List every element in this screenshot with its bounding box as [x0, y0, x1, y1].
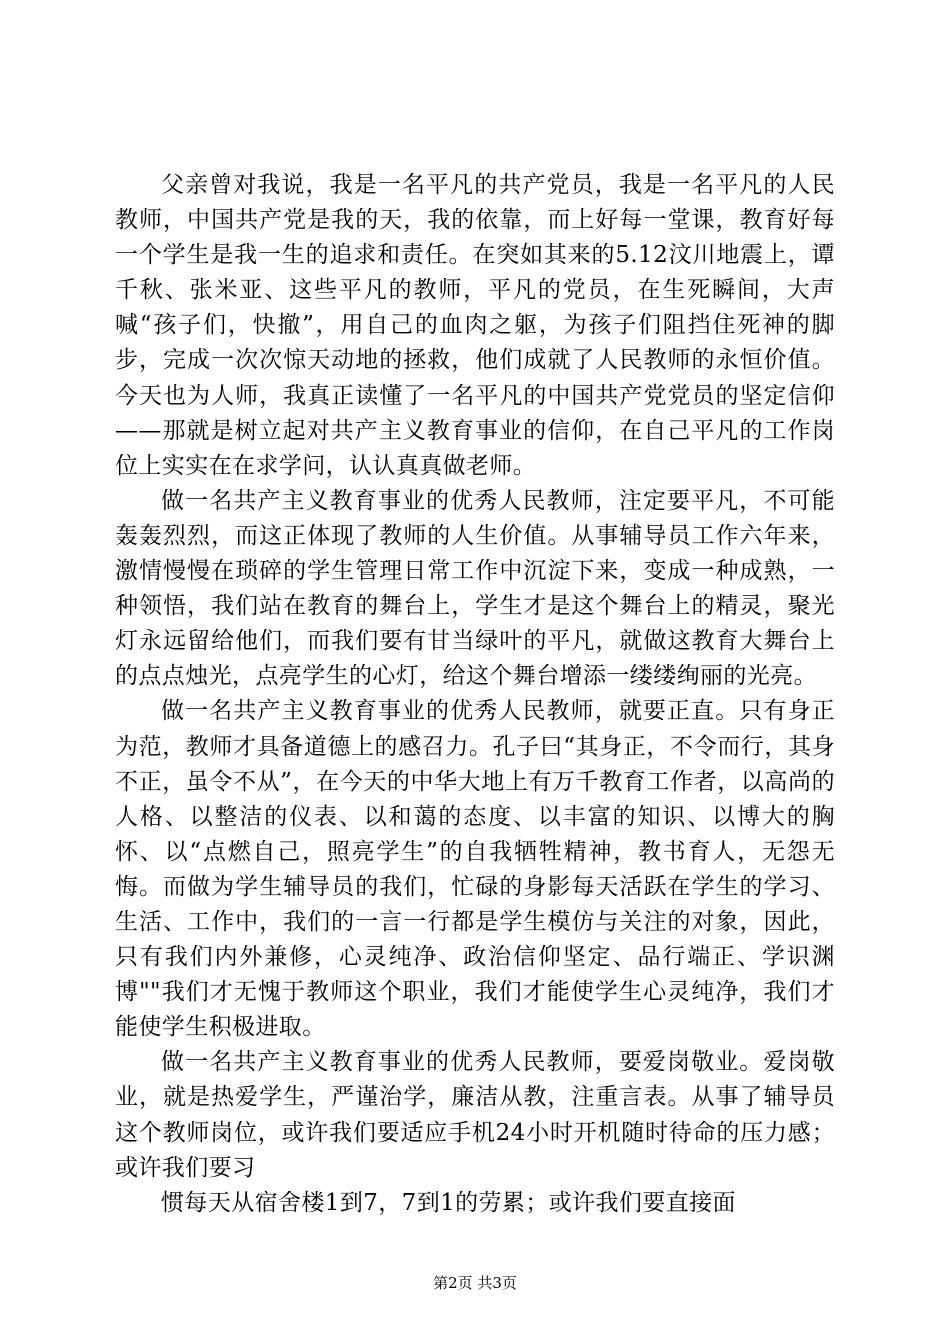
paragraph-4: 做一名共产主义教育事业的优秀人民教师，要爱岗敬业。爱岗敬业，就是热爱学生，严谨治学，廉洁从教，注重言表。从事了辅导员这个教师岗位，或许我们要适应手机24小时开机随时待命的压力感；或许我们要习 — [115, 1049, 835, 1181]
body-text — [115, 168, 835, 1221]
paragraph-2: 做一名共产主义教育事业的优秀人民教师，注定要平凡，不可能轰轰烈烈，而这正体现了教师的人生价值。从事辅导员工作六年来，激情慢慢在琐碎的学生管理日常工作中沉淀下来，变成一种成熟，一种领悟，我们站在教育的舞台上，学生才是这个舞台上的精灵，聚光灯永远留给他们，而我们要有甘当绿叶的平凡，就做这教育大舞台上的点点烛光，点亮学生的心灯，给这个舞台增添一缕缕绚丽的光亮。 — [115, 487, 835, 690]
paragraph-3: 做一名共产主义教育事业的优秀人民教师，就要正直。只有身正为范，教师才具备道德上的感召力。孔子曰“其身正，不令而行，其身不正，虽令不从”，在今天的中华大地上有万千教育工作者，以高尚的人格、以整洁的仪表、以和蔼的态度、以丰富的知识、以博大的胸怀、以“点燃自己，照亮学生”的自我牺牲精神，教书育人，无怨无悔。而做为学生辅导员的我们，忙碌的身影每天活跃在学生的学习、生活、工作中，我们的一言一行都是学生模仿与关注的对象，因此，只有我们内外兼修，心灵纯净、政治信仰坚定、品行端正、学识渊博""我们才无愧于教师这个职业，我们才能使学生心灵纯净，我们才能使学生积极进取。 — [115, 698, 835, 1041]
page-number-footer: 第2页 共3页 — [433, 1274, 517, 1292]
paragraph-5: 惯每天从宿舍楼1到7，7到1的劳累；或许我们要直接面 — [161, 1189, 736, 1216]
paragraph-1: 父亲曾对我说，我是一名平凡的共产党员，我是一名平凡的人民教师，中国共产党是我的天，我的依靠，而上好每一堂课，教育好每一个学生是我一生的追求和责任。在突如其来的5.12汶川地震上，谭千秋、张米亚、这些平凡的教师，平凡的党员，在生死瞬间，大声喊“孩子们，快撤”，用自己的血肉之躯，为孩子们阻挡住死神的脚步，完成一次次惊天动地的拯救，他们成就了人民教师的永恒价值。今天也为人师，我真正读懂了一名平凡的中国共产党党员的坚定信仰——那就是树立起对共产主义教育事业的信仰，在自己平凡的工作岗位上实实在在求学问，认认真真做老师。 — [115, 172, 835, 479]
